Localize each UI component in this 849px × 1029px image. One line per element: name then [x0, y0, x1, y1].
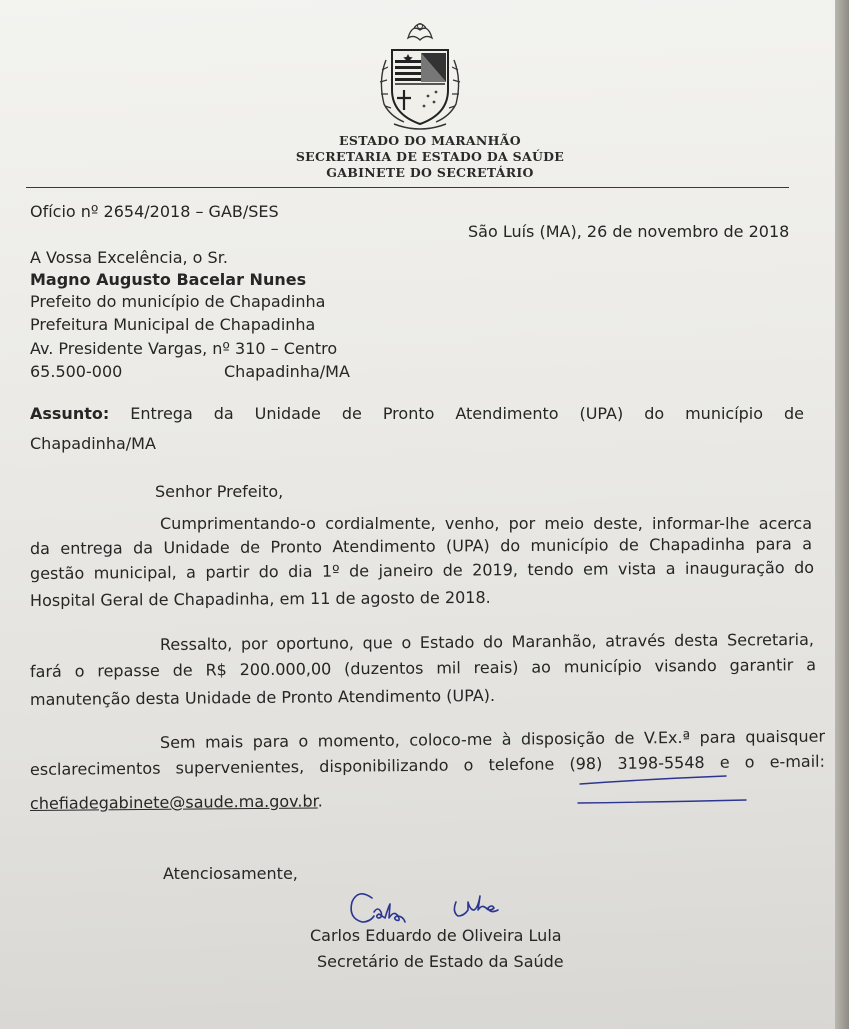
greeting: Senhor Prefeito,	[155, 482, 284, 501]
subject-word: Atendimento	[455, 404, 559, 423]
coat-of-arms-icon	[364, 20, 476, 132]
signatory-role: Secretário de Estado da Saúde	[317, 952, 564, 971]
subject-word: de	[341, 404, 362, 423]
document-reference: Ofício nº 2654/2018 – GAB/SES	[30, 202, 279, 221]
subject-word: município	[685, 404, 764, 423]
subject-word: Entrega	[130, 404, 193, 423]
email-link[interactable]: chefiadegabinete@saude.ma.gov.br	[29, 791, 318, 813]
recipient-address: Av. Presidente Vargas, nº 310 – Centro	[30, 339, 338, 358]
signatory-name: Carlos Eduardo de Oliveira Lula	[310, 926, 562, 945]
subject-word: Unidade	[254, 404, 321, 423]
paragraph-1-line-4: Hospital Geral de Chapadinha, em 11 de agosto de 2018.	[29, 587, 491, 610]
letterhead-secretariat: SECRETARIA DE ESTADO DA SAÚDE	[295, 149, 565, 164]
recipient-organization: Prefeitura Municipal de Chapadinha	[30, 315, 316, 334]
recipient-cep: 65.500-000	[30, 362, 123, 381]
background-surface	[835, 0, 849, 1029]
subject-label: Assunto:	[30, 404, 110, 423]
subject-line-2: Chapadinha/MA	[30, 434, 156, 453]
subject-word: de	[784, 404, 804, 423]
subject-word: do	[644, 404, 665, 423]
recipient-city: Chapadinha/MA	[224, 362, 350, 381]
letterhead-office: GABINETE DO SECRETÁRIO	[326, 165, 534, 180]
paragraph-2-line-3: manutenção desta Unidade de Pronto Atendimento (UPA).	[29, 685, 496, 709]
recipient-salutation: A Vossa Excelência, o Sr.	[30, 248, 228, 267]
subject-word: (UPA)	[579, 404, 624, 423]
paragraph-2-line-1: Ressalto, por oportuno, que o Estado do Maranhão, através desta Secretaria,	[159, 629, 815, 654]
letterhead-state: ESTADO DO MARANHÃO	[339, 133, 521, 148]
subject-word: Pronto	[382, 404, 435, 423]
paragraph-1-line-3: gestão municipal, a partir do dia 1º de janeiro de 2019, tendo em vista a inauguração do	[29, 557, 815, 583]
paragraph-3-line-1: Sem mais para o momento, coloco-me à disposição de V.Ex.ª para quaisquer	[159, 726, 826, 752]
paragraph-3-line-2: esclarecimentos supervenientes, disponibilizando o telefone (98) 3198-5548 e o e-mail:	[29, 751, 826, 779]
header-divider	[26, 187, 789, 188]
recipient-title: Prefeito do município de Chapadinha	[30, 292, 326, 311]
recipient-name: Magno Augusto Bacelar Nunes	[30, 270, 307, 289]
paragraph-2-line-2: fará o repasse de R$ 200.000,00 (duzentos mil reais) ao município visando garantir a	[29, 655, 817, 681]
subject-line-1	[30, 404, 804, 424]
email-suffix: .	[317, 791, 323, 811]
place-date: São Luís (MA), 26 de novembro de 2018	[468, 222, 790, 241]
subject-word: da	[213, 404, 234, 423]
paragraph-3-line-3	[30, 791, 323, 814]
closing: Atenciosamente,	[163, 864, 298, 883]
paragraph-1-line-2: da entrega da Unidade de Pronto Atendimento (UPA) do município de Chapadinha para a	[29, 534, 813, 558]
paragraph-1-line-1: Cumprimentando-o cordialmente, venho, por meio deste, informar-lhe acerca	[160, 514, 812, 533]
